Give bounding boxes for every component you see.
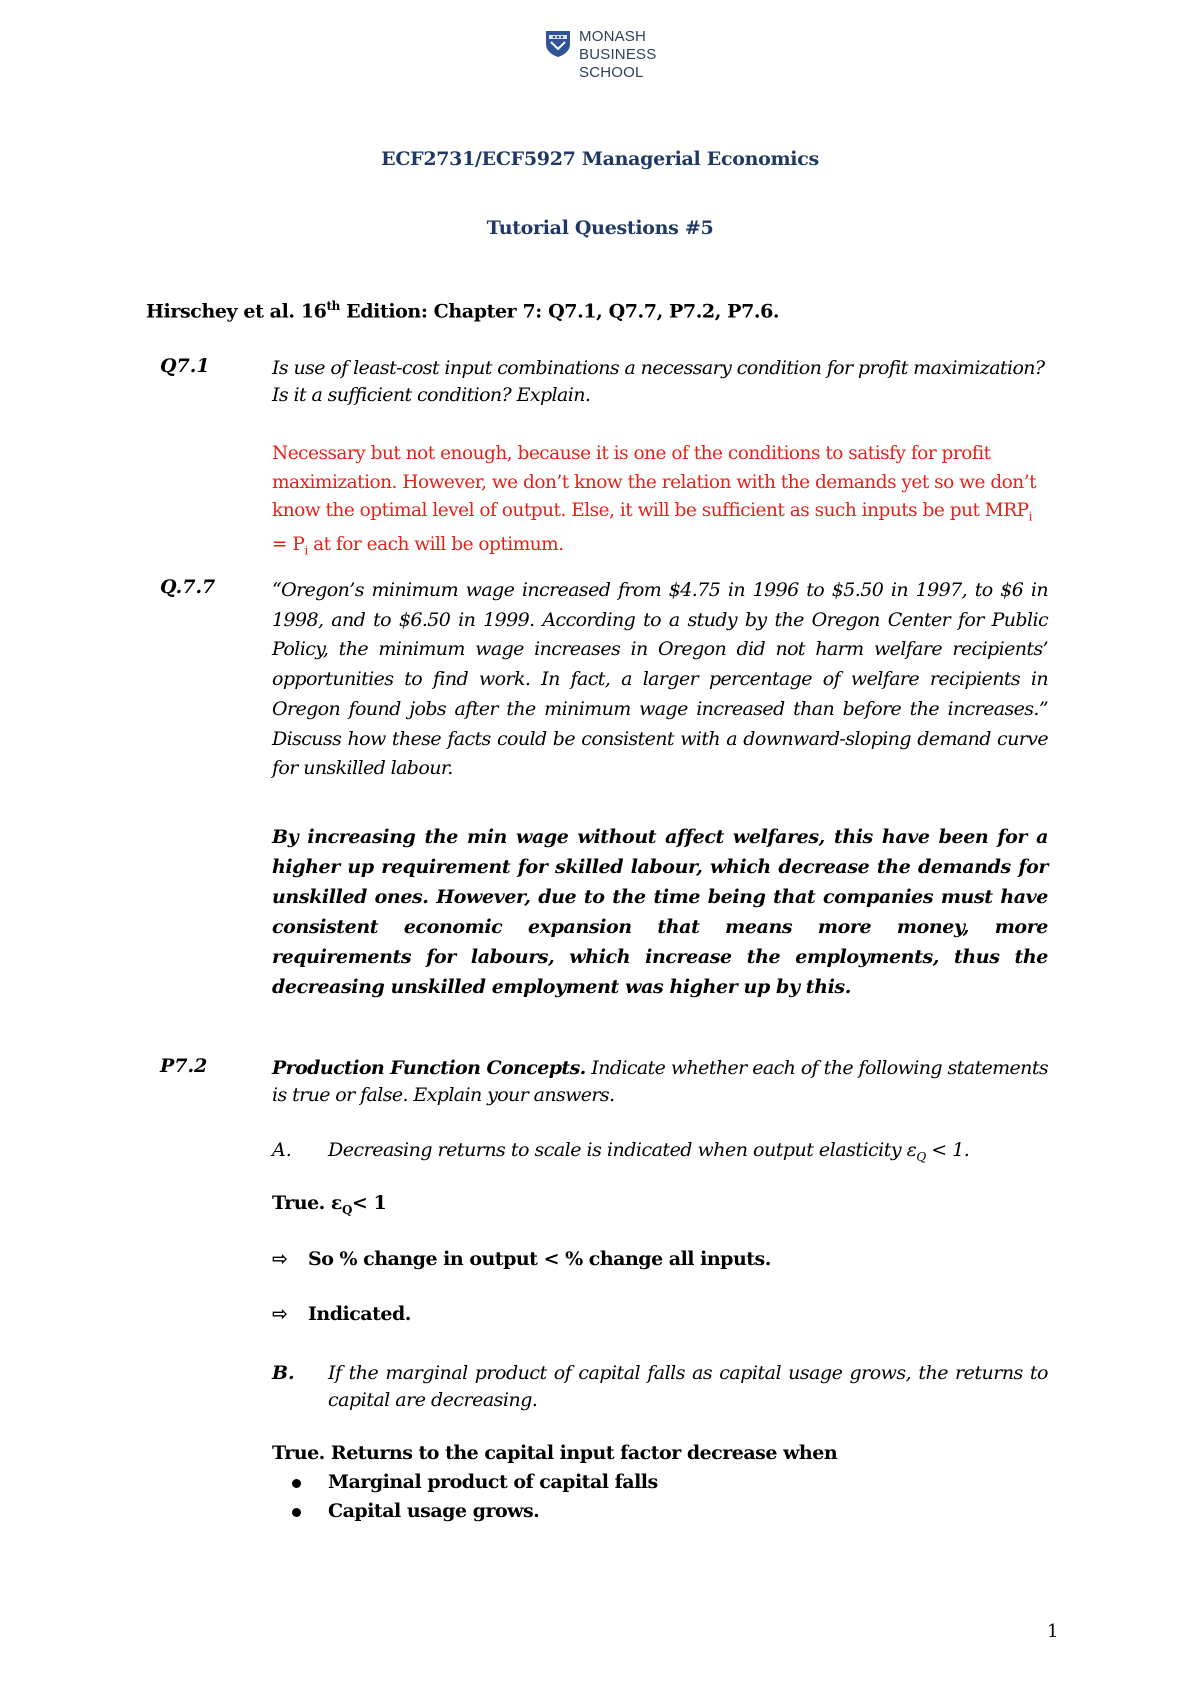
p72-title: Production Function Concepts. (272, 1057, 586, 1079)
p72-a-arrow-1-text: So % change in output < % change all inputs. (308, 1248, 771, 1270)
question-text-q71: Is use of least-cost input combinations a necessary condition for profit maximization? Is it a sufficient condition? Explain. (272, 357, 1045, 406)
answer-q71-main: Necessary but not enough, because it is one of the conditions to satisfy for profit maximization. However, we don’t know the relation with the demands yet so we don’t know the optimal level of output. Else, it will be sufficient as such inputs be put MRP (272, 443, 1037, 521)
chapter-prefix: Hirschey et al. 16 (146, 300, 327, 323)
monash-crest-icon (545, 30, 571, 58)
p72-a-text-sub: Q (916, 1149, 926, 1164)
answer-q71-end: at for each will be optimum. (307, 534, 564, 556)
chapter-reference (146, 299, 779, 322)
question-text-q77: “Oregon’s minimum wage increased from $4.75 in 1996 to $5.50 in 1997, to $6 in 1998, and to $6.50 in 1999. According to a study by the Oregon Center for Public Policy, the minimum wage increases in Oregon did not harm welfare recipients’ opportunities to find work. In fact, a larger percentage of welfare recipients in Oregon found jobs after the minimum wage increased than before the increases.” Discuss how these facts could be consistent with a downward-sloping demand curve for unskilled labour. (272, 579, 1048, 780)
p72-b-bullet-2-text: Capital usage grows. (328, 1500, 540, 1522)
p72-a-answer-sub: Q (341, 1202, 352, 1217)
p72-a-arrow-1 (272, 1248, 771, 1270)
monash-business-school-logo (545, 28, 685, 88)
question-text-p72 (272, 1055, 1048, 1109)
p72-a-arrow-2 (272, 1303, 411, 1325)
chapter-suffix: Edition: Chapter 7: Q7.1, Q7.7, P7.2, P7.6. (339, 300, 780, 323)
tutorial-title: Tutorial Questions #5 (486, 217, 714, 239)
p72-item-b-letter: B. (272, 1362, 295, 1384)
logo-line-1: MONASH (579, 28, 647, 45)
p72-a-answer (272, 1192, 386, 1217)
answer-q71-mid: = P (272, 534, 305, 556)
right-arrow-icon: ⇨ (272, 1303, 288, 1325)
answer-q71-sub2: i (304, 543, 308, 558)
p72-item-a-letter: A. (272, 1139, 292, 1161)
p72-a-answer-pre: True. ε (272, 1192, 342, 1214)
p72-a-text-pre: Decreasing returns to scale is indicated when output elasticity ε (328, 1139, 917, 1161)
bullet-icon (292, 1479, 301, 1488)
logo-wordmark (579, 28, 656, 82)
bullet-icon (292, 1508, 301, 1517)
p72-b-answer: True. Returns to the capital input factor decrease when (272, 1442, 838, 1464)
answer-q71-sub1: i (1028, 509, 1032, 524)
logo-line-2: BUSINESS (579, 46, 657, 63)
p72-item-b-text: If the marginal product of capital falls as capital usage grows, the returns to capital are decreasing. (328, 1362, 1048, 1411)
question-label-p72: P7.2 (160, 1055, 208, 1077)
question-label-q71: Q7.1 (160, 355, 210, 377)
p72-text: Indicate whether each of the following statements is true or false. Explain your answers. (272, 1057, 1049, 1106)
answer-q77: By increasing the min wage without affect welfares, this have been for a higher up requirement for skilled labour, which decrease the demands for unskilled ones. However, due to the time being that companies must have consistent economic expansion that means more money, more requirements for labours, which increase the employments, thus the decreasing unskilled employment was higher up by this. (272, 826, 1048, 998)
course-title: ECF2731/ECF5927 Managerial Economics (381, 148, 819, 170)
p72-a-arrow-2-text: Indicated. (308, 1303, 411, 1325)
p72-a-answer-post: < 1 (351, 1192, 387, 1214)
right-arrow-icon: ⇨ (272, 1248, 288, 1270)
p72-item-a-text (328, 1137, 1048, 1171)
chapter-sup: th (326, 299, 340, 313)
p72-b-bullet-1-text: Marginal product of capital falls (328, 1471, 658, 1493)
p72-a-text-post: < 1. (925, 1139, 970, 1161)
logo-line-3: SCHOOL (579, 64, 644, 81)
question-label-q77: Q.7.7 (160, 576, 216, 598)
answer-q71 (272, 440, 1052, 565)
page-number: 1 (1047, 1621, 1059, 1642)
